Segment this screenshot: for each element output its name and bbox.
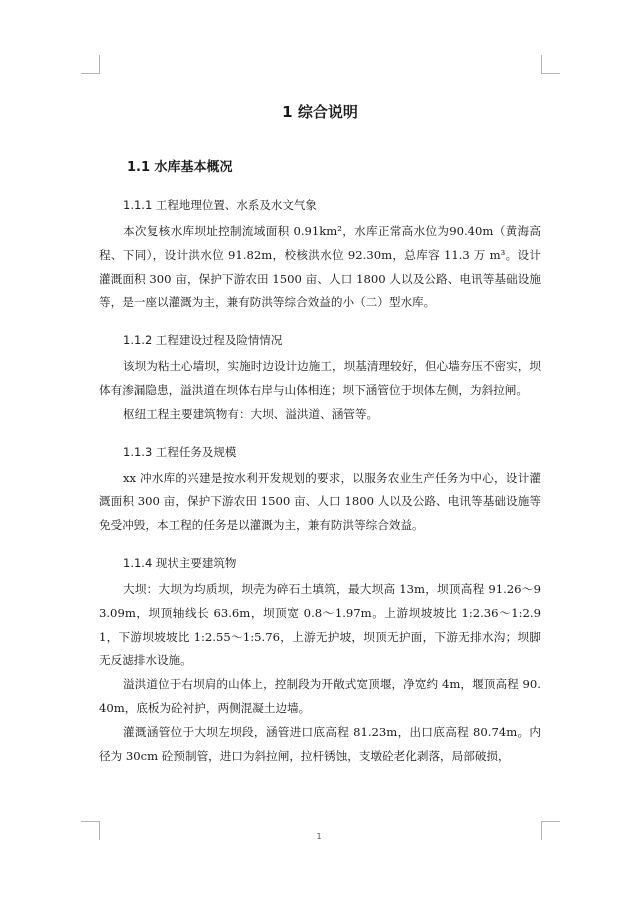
- paragraph: 灌溉涵管位于大坝左坝段，涵管进口底高程 81.23m，出口底高程 80.74m。内径为 30cm 砼预制管，进口为斜拉闸，拉杆锈蚀，支墩砼老化剥落，局部破损，: [99, 724, 541, 763]
- crop-mark-top-right: [541, 55, 560, 74]
- paragraph: 溢洪道位于右坝肩的山体上，控制段为开敞式宽顶堰，净宽约 4m，堰顶高程 90.40m，底板为砼衬护，两侧混凝土边墙。: [99, 677, 541, 715]
- paragraph: xx 冲水库的兴建是按水利开发规划的要求，以服务农业生产任务为中心，设计灌溉面积 300 亩，保护下游农田 1500 亩、人口 1800 人以及公路、电讯等基础设施等免受冲毁，本工程的任务是以灌溉为主，兼有防洪等综合效益。: [99, 470, 541, 533]
- subsection-heading-1-1-3: 1.1.3 工程任务及规模: [123, 444, 237, 459]
- page-number: 1: [316, 832, 322, 841]
- subsection-heading-1-1-1: 1.1.1 工程地理位置、水系及水文气象: [123, 198, 317, 212]
- section-heading: 1.1 水库基本概况: [127, 160, 233, 175]
- chapter-title: 1 综合说明: [282, 103, 358, 121]
- paragraph: 枢纽工程主要建筑物有：大坝、溢洪道、涵管等。: [123, 406, 379, 421]
- paragraph: 该坝为粘土心墙坝，实施时边设计边施工，坝基清理较好，但心墙夯压不密实，坝体有渗漏隐患，溢洪道在坝体右岸与山体相连；坝下涵管位于坝体左侧，为斜拉闸。: [99, 359, 541, 397]
- subsection-heading-1-1-4: 1.1.4 现状主要建筑物: [123, 555, 237, 570]
- crop-mark-top-left: [81, 55, 100, 74]
- subsection-heading-1-1-2: 1.1.2 工程建设过程及险情情况: [123, 333, 283, 348]
- paragraph: 本次复核水库坝址控制流域面积 0.91km²，水库正常高水位为90.40m（黄海高程、下同），设计洪水位 91.82m，校核洪水位 92.30m，总库容 11.3 万 m³。设计灌溉面积 300 亩，保护下游农田 1500 亩、人口 1800 人以及公路、电讯等基础设施等，是一座以灌溉为主，兼有防洪等综合效益的小（二）型水库。: [99, 224, 541, 310]
- page-content: [99, 100, 541, 768]
- paragraph: 大坝：大坝为均质坝，坝壳为碎石土填筑，最大坝高 13m，坝顶高程 91.26～93.09m，坝顶轴线长 63.6m，坝顶宽 0.8～1.97m。上游坝坡坡比 1:2.36～1:2.91，下游坝坡坡比 1:2.55～1:5.76，上游无护坡，坝顶无护面，下游无排水沟；坝脚无反滤排水设施。: [99, 581, 541, 668]
